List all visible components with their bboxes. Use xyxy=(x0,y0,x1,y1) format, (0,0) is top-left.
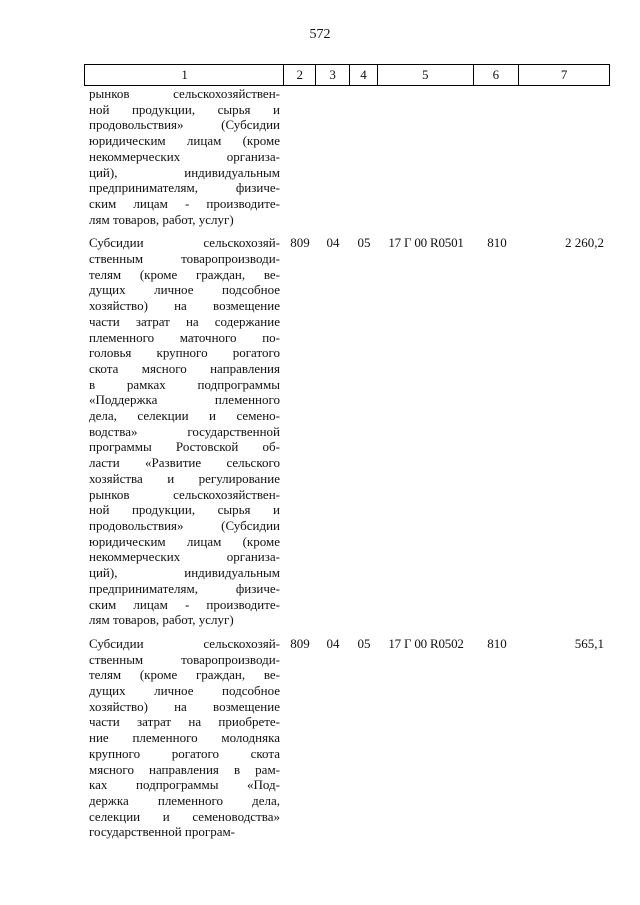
subsection-code-cell: 05 xyxy=(357,635,371,651)
description-line: дущих личное подсобное xyxy=(89,282,280,298)
table-body xyxy=(84,86,610,840)
description-line: некоммерческих организа- xyxy=(89,148,280,164)
description-line: в рамках подпрограммы xyxy=(89,376,280,392)
description-line: водства» государственной xyxy=(89,423,280,439)
description-line: некоммерческих организа- xyxy=(89,549,280,565)
target-article-cell xyxy=(378,86,474,227)
description-line: предпринимателям, физиче- xyxy=(89,180,280,196)
amount-cell xyxy=(520,86,610,227)
description-line: крупного рогатого скота xyxy=(89,745,280,761)
column-header-6: 6 xyxy=(474,65,520,85)
table-header xyxy=(84,64,610,86)
description-cell xyxy=(84,86,284,227)
description-line: части затрат на приобрете- xyxy=(89,714,280,730)
description-line: мясного направления в рам- xyxy=(89,761,280,777)
description-line: юридическим лицам (кроме xyxy=(89,133,280,149)
section-code-cell xyxy=(316,86,350,227)
description-line: Субсидии сельскохозяй- xyxy=(89,635,280,651)
section-code-cell: 04 xyxy=(326,235,340,251)
expense-type-cell xyxy=(474,86,520,227)
table-row xyxy=(84,636,610,840)
amount-cell: 565,1 xyxy=(574,635,604,651)
amount-cell: 2 260,2 xyxy=(565,235,604,251)
description-line: ственным товаропроизводи- xyxy=(89,651,280,667)
description-line: ским лицам - производите- xyxy=(89,195,280,211)
description-line: программы Ростовской об- xyxy=(89,439,280,455)
description-line: хозяйство) на возмещение xyxy=(89,298,280,314)
expense-type-cell: 810 xyxy=(487,235,507,251)
description-line: ласти «Развитие сельского xyxy=(89,455,280,471)
description-line: «Поддержка племенного xyxy=(89,392,280,408)
description-line: ций), индивидуальным xyxy=(89,164,280,180)
description-line: ций), индивидуальным xyxy=(89,565,280,581)
description-line: рынков сельскохозяйствен- xyxy=(89,86,280,101)
description-line: скота мясного направления xyxy=(89,360,280,376)
column-header-7: 7 xyxy=(560,67,568,82)
target-article-cell: 17 Г 00 R0501 xyxy=(388,235,464,251)
column-header-3: 3 xyxy=(316,65,350,85)
description-line: дела, селекции и семено- xyxy=(89,408,280,424)
description-line: ственным товаропроизводи- xyxy=(89,251,280,267)
description-line: юридическим лицам (кроме xyxy=(89,533,280,549)
description-line: племенного маточного по- xyxy=(89,329,280,345)
description-line: ной продукции, сырья и xyxy=(89,502,280,518)
description-line: продовольствия» (Субсидии xyxy=(89,117,280,133)
expense-type-cell: 810 xyxy=(487,635,507,651)
description-line: головья крупного рогатого xyxy=(89,345,280,361)
description-line: ским лицам - производите- xyxy=(89,596,280,612)
table-row xyxy=(84,235,610,628)
description-line: Субсидии сельскохозяй- xyxy=(89,235,280,251)
description-line: хозяйства и регулирование xyxy=(89,470,280,486)
description-cell xyxy=(84,636,284,840)
description-line: ках подпрограммы «Под- xyxy=(89,777,280,793)
description-line: ние племенного молодняка xyxy=(89,730,280,746)
description-cell xyxy=(84,235,284,628)
description-line: лям товаров, работ, услуг) xyxy=(89,211,234,227)
description-line: продовольствия» (Субсидии xyxy=(89,517,280,533)
target-article-cell: 17 Г 00 R0502 xyxy=(388,635,464,651)
description-line: дущих личное подсобное xyxy=(89,683,280,699)
description-line: части затрат на содержание xyxy=(89,313,280,329)
table-row xyxy=(84,86,610,227)
column-header-1: 1 xyxy=(85,65,284,85)
description-line: предпринимателям, физиче- xyxy=(89,580,280,596)
description-line: держка племенного дела, xyxy=(89,792,280,808)
description-line: селекции и семеноводства» xyxy=(89,808,280,824)
column-header-4: 4 xyxy=(350,65,378,85)
grbs-code-cell: 809 xyxy=(290,235,310,251)
description-line: лям товаров, работ, услуг) xyxy=(89,612,234,628)
column-header-5: 5 xyxy=(378,65,474,85)
description-line: ной продукции, сырья и xyxy=(89,101,280,117)
section-code-cell: 04 xyxy=(326,635,340,651)
subsection-code-cell xyxy=(350,86,378,227)
description-line: телям (кроме граждан, ве- xyxy=(89,667,280,683)
grbs-code-cell xyxy=(284,86,316,227)
description-line: рынков сельскохозяйствен- xyxy=(89,486,280,502)
description-line: хозяйство) на возмещение xyxy=(89,698,280,714)
subsection-code-cell: 05 xyxy=(357,235,371,251)
grbs-code-cell: 809 xyxy=(290,635,310,651)
page-number: 572 xyxy=(309,27,331,42)
column-header-2: 2 xyxy=(284,65,316,85)
description-line: государственной програм- xyxy=(89,824,236,840)
description-line: телям (кроме граждан, ве- xyxy=(89,266,280,282)
